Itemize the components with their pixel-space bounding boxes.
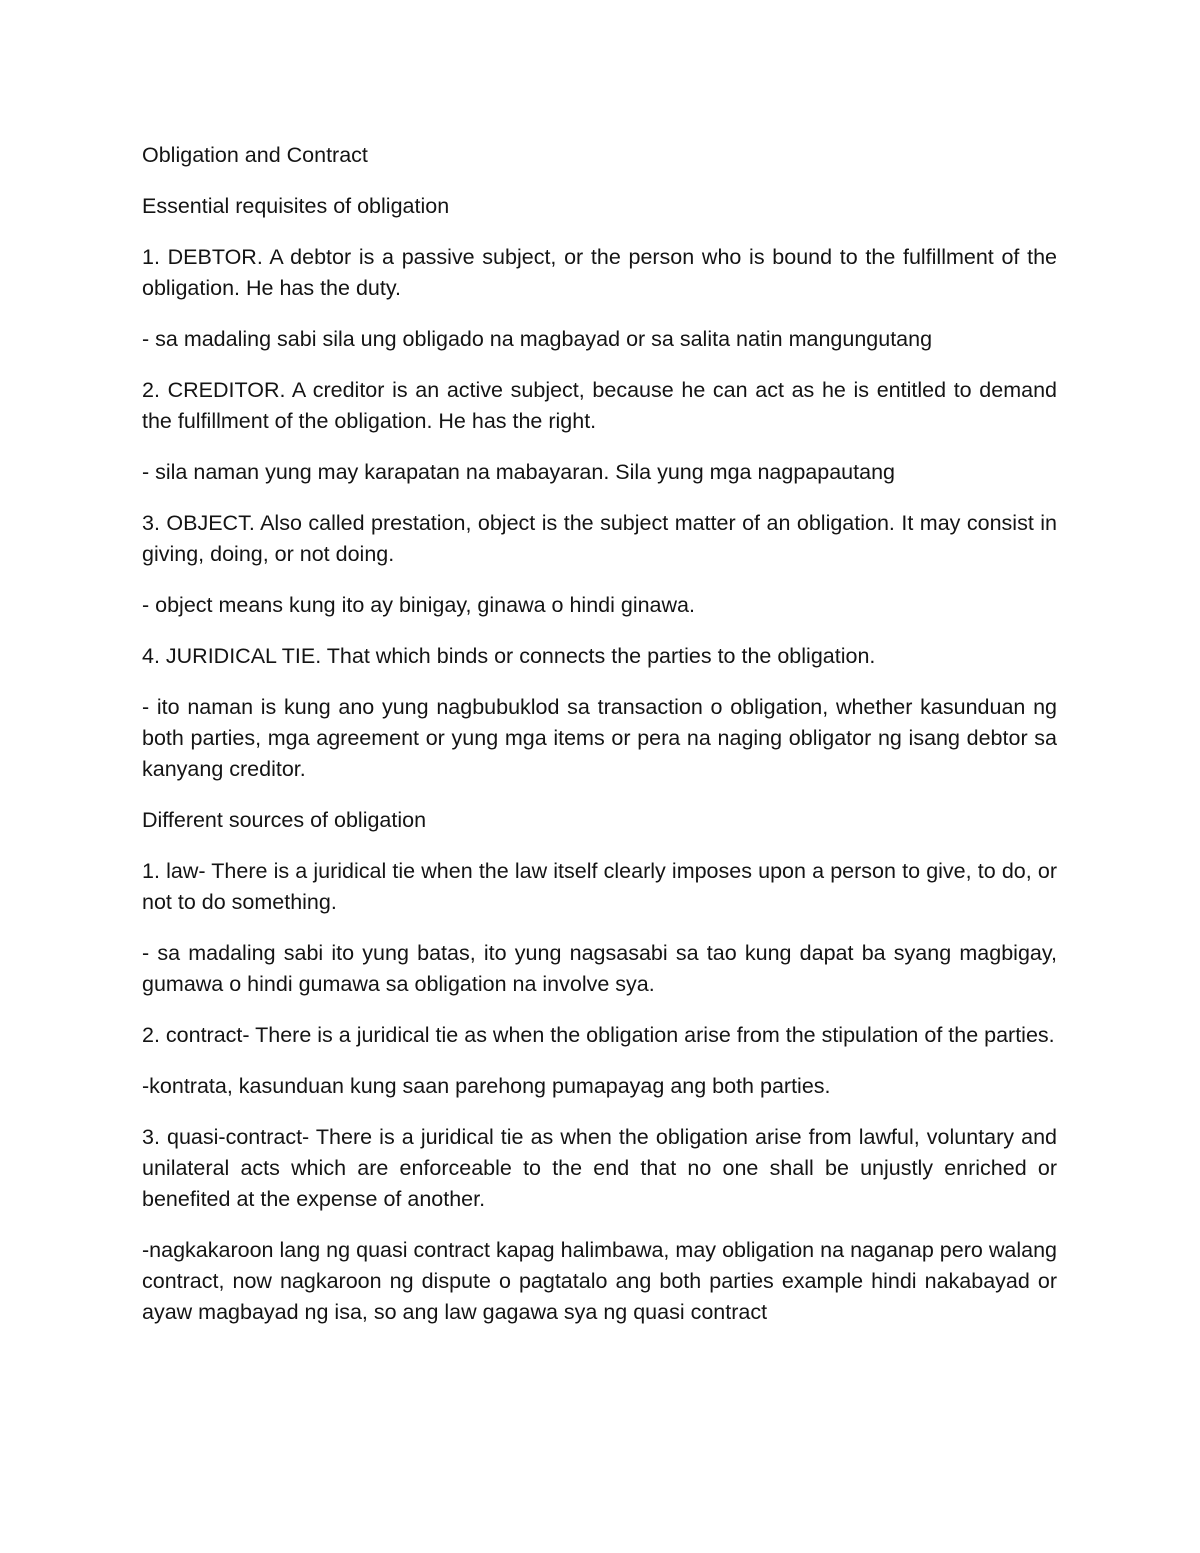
paragraph-creditor: 2. CREDITOR. A creditor is an active subject, because he can act as he is entitled to demand the fulfillment of the obligation. He has the right. [142, 378, 1057, 433]
note-juridical-tie: - ito naman is kung ano yung nagbubuklod sa transaction o obligation, whether kasunduan ng both parties, mga agreement or yung mga items or pera na naging obligator ng isang debtor sa kanyang creditor. [142, 695, 1057, 781]
note-contract: -kontrata, kasunduan kung saan parehong pumapayag ang both parties. [142, 1074, 831, 1098]
note-debtor: - sa madaling sabi sila ung obligado na magbayad or sa salita natin mangungutang [142, 327, 933, 351]
paragraph-contract: 2. contract- There is a juridical tie as when the obligation arise from the stipulation of the parties. [142, 1023, 1055, 1047]
note-quasi-contract: -nagkakaroon lang ng quasi contract kapag halimbawa, may obligation na naganap pero walang contract, now nagkaroon ng dispute o pagtatalo ang both parties example hindi nakabayad or ayaw magbayad ng isa, so ang law gagawa sya ng quasi contract [142, 1238, 1057, 1324]
paragraph-object: 3. OBJECT. Also called prestation, object is the subject matter of an obligation. It may consist in giving, doing, or not doing. [142, 511, 1057, 566]
paragraph-law: 1. law- There is a juridical tie when the law itself clearly imposes upon a person to give, to do, or not to do something. [142, 859, 1057, 914]
paragraph-quasi-contract: 3. quasi-contract- There is a juridical tie as when the obligation arise from lawful, voluntary and unilateral acts which are enforceable to the end that no one shall be unjustly enriched or benefited at the expense of another. [142, 1125, 1057, 1211]
paragraph-debtor: 1. DEBTOR. A debtor is a passive subject, or the person who is bound to the fulfillment of the obligation. He has the duty. [142, 245, 1057, 300]
paragraph-juridical-tie: 4. JURIDICAL TIE. That which binds or connects the parties to the obligation. [142, 644, 876, 668]
section-heading-sources: Different sources of obligation [142, 808, 427, 832]
note-creditor: - sila naman yung may karapatan na mabayaran. Sila yung mga nagpapautang [142, 460, 895, 484]
section-heading-requisites: Essential requisites of obligation [142, 194, 450, 218]
document-title: Obligation and Contract [142, 143, 368, 167]
note-object: - object means kung ito ay binigay, ginawa o hindi ginawa. [142, 593, 695, 617]
note-law: - sa madaling sabi ito yung batas, ito yung nagsasabi sa tao kung dapat ba syang magbigay, gumawa o hindi gumawa sa obligation na involve sya. [142, 941, 1057, 996]
document-page [142, 140, 1057, 1348]
